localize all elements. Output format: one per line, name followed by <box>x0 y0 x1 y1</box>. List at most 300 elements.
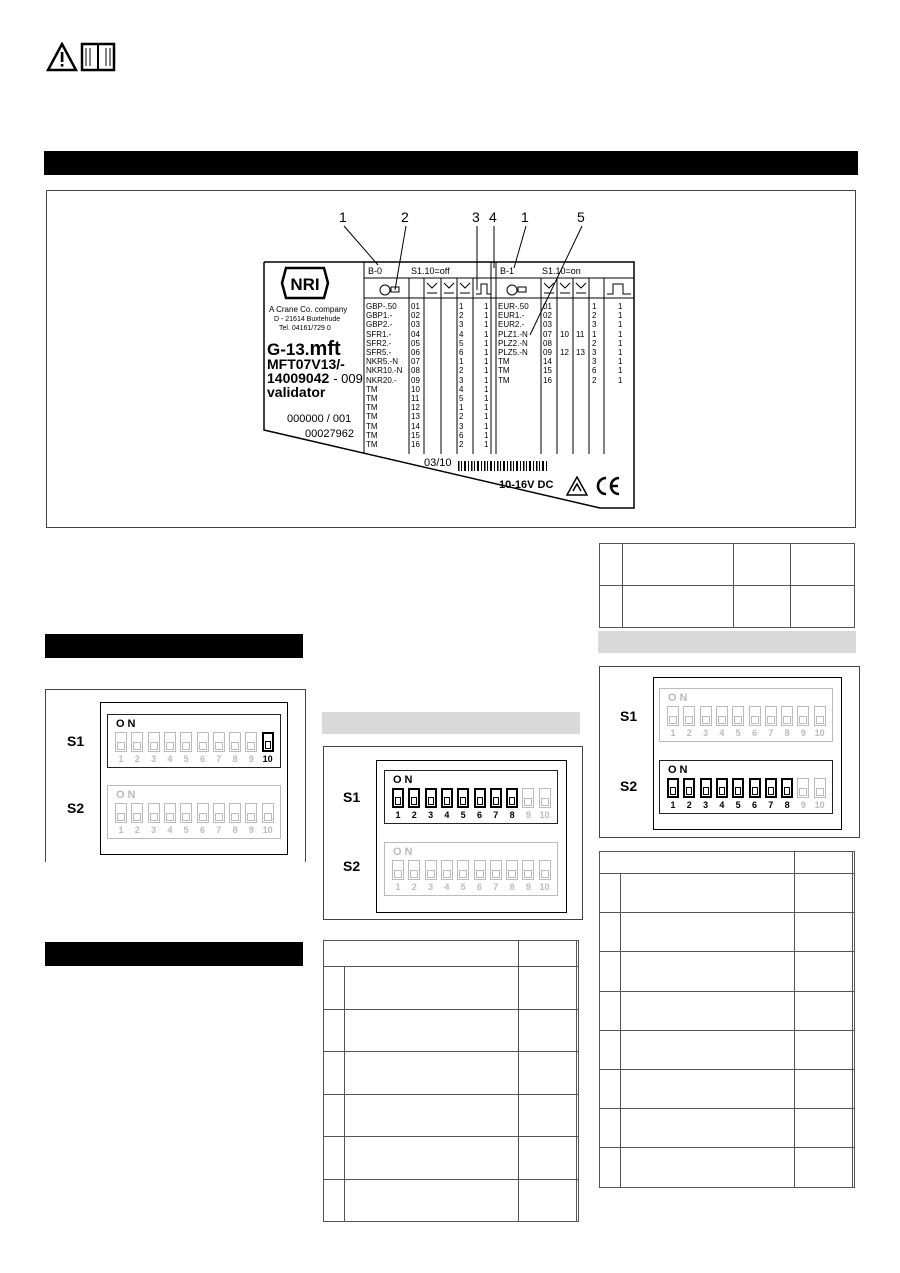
dip-switch-number: 1 <box>395 810 401 820</box>
dip-switch-1[interactable] <box>667 706 679 726</box>
label-cell: 3 <box>592 357 597 367</box>
dip-switch-number: 9 <box>525 882 531 892</box>
block0-switch: S1.10=off <box>411 266 450 276</box>
dip-switch-6[interactable] <box>749 778 761 798</box>
dip-switch-number: 7 <box>768 728 774 738</box>
dip-switch-number: 6 <box>199 754 205 764</box>
model-suffix: - 009 <box>333 371 363 386</box>
block1-code-column <box>543 302 555 385</box>
label-cell: TM <box>366 384 378 394</box>
dip-switch-7[interactable] <box>213 803 225 823</box>
dip-switch-number: 1 <box>395 882 401 892</box>
dip-switch-number: 2 <box>686 728 692 738</box>
label-cell <box>576 376 588 385</box>
dip-switch-number: 8 <box>232 825 238 835</box>
dip-switch-number: 6 <box>476 882 482 892</box>
label-cell: TM <box>366 403 378 413</box>
label-cell: SFR1.- <box>366 329 392 339</box>
label-cell: 1 <box>484 375 489 385</box>
dip-switch-7[interactable] <box>765 778 777 798</box>
on-marker: ON <box>393 846 416 858</box>
dip-switch-number: 1 <box>118 754 124 764</box>
callout-1: 1 <box>339 209 347 225</box>
label-cell: 1 <box>484 384 489 394</box>
label-cell: 1 <box>459 302 464 311</box>
dip-switch-5[interactable] <box>180 732 192 752</box>
label-cell: 1 <box>618 320 623 330</box>
label-cell: 01 <box>411 302 420 311</box>
dip-switch-3[interactable] <box>148 732 160 752</box>
dip-switch-10[interactable] <box>539 860 551 880</box>
label-date: 03/10 <box>424 457 452 469</box>
dip-switch-8[interactable] <box>781 778 793 798</box>
dip-switch-number: 8 <box>509 882 515 892</box>
dip-switch-1[interactable] <box>392 860 404 880</box>
logo-text: NRI <box>290 275 320 294</box>
dip-switch-number: 5 <box>183 754 189 764</box>
dip-switch-8[interactable] <box>506 860 518 880</box>
dip-switch-9[interactable] <box>522 860 534 880</box>
dip-switch-10[interactable] <box>262 732 274 752</box>
block1-line-column <box>618 302 626 385</box>
label-cell <box>560 376 572 385</box>
dip-switch-number: 3 <box>428 882 434 892</box>
label-cell: 1 <box>618 302 623 311</box>
dip-switch-8[interactable] <box>229 803 241 823</box>
label-model-line4: validator <box>267 384 326 400</box>
label-cell: 01 <box>543 302 552 311</box>
dip-switch-number: 2 <box>411 810 417 820</box>
dip-switch-4[interactable] <box>164 803 176 823</box>
dip-switch-number: 2 <box>686 800 692 810</box>
label-cell <box>560 366 572 375</box>
dip-switch-number: 6 <box>751 728 757 738</box>
label-cell: GBP1.- <box>366 311 393 321</box>
label-cell <box>576 320 588 329</box>
dip-switch-number: 5 <box>735 800 741 810</box>
block1-c3-column <box>576 302 588 385</box>
label-cell: 03 <box>543 320 552 330</box>
dip-switch-number: 1 <box>670 800 676 810</box>
callout-2: 2 <box>401 209 409 225</box>
label-cell: EUR1.- <box>498 311 525 321</box>
dip-switch-number: 8 <box>784 800 790 810</box>
dip-switch-9[interactable] <box>522 788 534 808</box>
panel-a-dip-s1 <box>107 714 281 768</box>
dip-switch-4[interactable] <box>441 788 453 808</box>
label-cell <box>576 339 588 348</box>
label-cell: 02 <box>411 311 420 321</box>
dip-switch-2[interactable] <box>683 706 695 726</box>
dip-switch-6[interactable] <box>197 732 209 752</box>
dip-switch-10[interactable] <box>539 788 551 808</box>
label-cell: 08 <box>543 338 552 348</box>
dip-switch-number: 10 <box>262 754 273 764</box>
dip-switch-6[interactable] <box>474 788 486 808</box>
label-cell: 3 <box>459 375 464 385</box>
dip-switch-number: 2 <box>411 882 417 892</box>
panel-b-dip-s2 <box>384 842 558 896</box>
dip-switch-2[interactable] <box>131 732 143 752</box>
panel-b-dip-s1 <box>384 770 558 824</box>
dip-switch-number: 10 <box>262 825 273 835</box>
panel-c-dip-s2 <box>659 760 833 814</box>
label-cell: 1 <box>618 348 623 358</box>
label-cell: 07 <box>543 329 552 339</box>
dip-switch-number: 6 <box>476 810 482 820</box>
dip-switch-7[interactable] <box>490 860 502 880</box>
label-cell: 1 <box>484 329 489 339</box>
dip-switch-2[interactable] <box>131 803 143 823</box>
callout-5: 5 <box>577 209 585 225</box>
nri-logo <box>280 266 330 300</box>
table-header-row <box>324 941 579 967</box>
block1-c2-column <box>560 302 572 385</box>
dip-switch-1[interactable] <box>667 778 679 798</box>
label-cell <box>560 302 572 311</box>
label-cell: 03 <box>411 320 420 330</box>
panel-a-s1-label: S1 <box>67 733 85 749</box>
label-cell: 09 <box>543 348 552 358</box>
dip-switch-5[interactable] <box>457 860 469 880</box>
dip-switch-2[interactable] <box>408 788 420 808</box>
label-cell: 6 <box>592 366 597 376</box>
model-prefix: G-13. <box>267 340 310 359</box>
dip-switch-number: 3 <box>703 800 709 810</box>
label-cell: 1 <box>592 329 597 339</box>
dip-switch-number: 4 <box>167 754 173 764</box>
dip-switch-4[interactable] <box>716 778 728 798</box>
dip-switch-10[interactable] <box>814 778 826 798</box>
dip-switch-number: 4 <box>444 882 450 892</box>
dip-switch-7[interactable] <box>765 706 777 726</box>
label-cell: 2 <box>459 311 464 321</box>
block1-coin-column <box>498 302 541 385</box>
label-cell: 1 <box>484 357 489 367</box>
dip-switch-number: 7 <box>216 754 222 764</box>
dip-switch-6[interactable] <box>197 803 209 823</box>
label-cell: 1 <box>484 394 489 404</box>
model-mft: mft <box>309 338 341 360</box>
label-cell: 13 <box>576 348 585 358</box>
dip-switch-1[interactable] <box>115 732 127 752</box>
label-cell: 1 <box>592 302 597 311</box>
label-cell: 1 <box>484 302 489 311</box>
label-cell: 1 <box>484 311 489 321</box>
dip-switch-number: 1 <box>118 825 124 835</box>
label-cell: 1 <box>459 403 464 413</box>
label-cell: 15 <box>411 430 420 440</box>
label-cell: 13 <box>411 412 420 422</box>
dip-switch-number: 3 <box>151 754 157 764</box>
dip-switch-1[interactable] <box>392 788 404 808</box>
label-cell: EUR2.- <box>498 320 525 330</box>
label-cell: 2 <box>592 375 597 385</box>
table-row <box>324 1009 579 1052</box>
dip-switch-number: 3 <box>151 825 157 835</box>
table-row <box>600 874 855 913</box>
panel-a-dip-s2 <box>107 785 281 839</box>
label-cell: NKR5.-N <box>366 357 399 367</box>
label-cell: 3 <box>592 348 597 358</box>
dip-switch-2[interactable] <box>408 860 420 880</box>
label-cell <box>576 357 588 366</box>
dip-switch-9[interactable] <box>245 803 257 823</box>
table-row <box>600 1030 855 1069</box>
dip-switch-10[interactable] <box>814 706 826 726</box>
dip-switch-3[interactable] <box>148 803 160 823</box>
dip-switch-number: 4 <box>719 728 725 738</box>
callout-4: 4 <box>489 209 497 225</box>
block0-line-column <box>484 302 490 449</box>
dip-switch-number: 5 <box>460 810 466 820</box>
label-cell: 1 <box>459 357 464 367</box>
on-marker: ON <box>116 718 139 730</box>
dip-switch-5[interactable] <box>180 803 192 823</box>
label-cell: 05 <box>411 338 420 348</box>
dip-switch-3[interactable] <box>425 860 437 880</box>
label-cell: 02 <box>543 311 552 321</box>
dip-switch-number: 7 <box>493 810 499 820</box>
block0-coin-column <box>366 302 410 449</box>
label-cell: 04 <box>411 329 420 339</box>
panel-b-s1-label: S1 <box>343 789 361 805</box>
table-row <box>324 1052 579 1095</box>
label-cell: 09 <box>411 375 420 385</box>
block0-header: B-0 <box>368 266 383 276</box>
dip-switch-6[interactable] <box>749 706 761 726</box>
dip-switch-3[interactable] <box>700 778 712 798</box>
label-cell: 1 <box>484 403 489 413</box>
table-row <box>324 1094 579 1137</box>
dip-switch-number: 10 <box>539 810 550 820</box>
on-marker: ON <box>668 764 691 776</box>
block0-sort-column <box>459 302 471 449</box>
dip-switch-number: 6 <box>751 800 757 810</box>
dip-switch-number: 6 <box>199 825 205 835</box>
label-cell: TM <box>498 357 510 367</box>
dip-switch-4[interactable] <box>716 706 728 726</box>
dip-switch-10[interactable] <box>262 803 274 823</box>
label-cell: 1 <box>484 320 489 330</box>
dip-switch-number: 9 <box>248 825 254 835</box>
dip-switch-number: 10 <box>814 800 825 810</box>
label-cell: 14 <box>411 421 420 431</box>
dip-switch-number: 4 <box>444 810 450 820</box>
label-cell: 08 <box>411 366 420 376</box>
label-cell <box>560 320 572 329</box>
label-cell: 1 <box>618 338 623 348</box>
label-cell: TM <box>366 440 378 450</box>
table-row <box>600 952 855 991</box>
panel-b-s2-label: S2 <box>343 858 361 874</box>
label-cell: 6 <box>459 430 464 440</box>
dip-switch-number: 2 <box>134 754 140 764</box>
dip-switch-number: 9 <box>800 800 806 810</box>
label-cell: SFR5.- <box>366 348 392 358</box>
label-cell: PLZ1.-N <box>498 329 528 339</box>
dip-switch-number: 5 <box>735 728 741 738</box>
block1-header: B-1 <box>500 266 515 276</box>
dip-switch-5[interactable] <box>732 706 744 726</box>
dip-switch-6[interactable] <box>474 860 486 880</box>
table-header-row <box>600 852 855 874</box>
right-heading-bar <box>598 631 856 653</box>
on-marker: ON <box>668 692 691 704</box>
label-cell: TM <box>498 366 510 376</box>
table-row <box>324 967 579 1010</box>
label-drawing <box>0 0 900 560</box>
label-serial-1: 000000 / 001 <box>287 413 352 425</box>
label-cell: 4 <box>459 384 464 394</box>
label-cell: 1 <box>618 375 623 385</box>
ce-mark-icon <box>594 475 622 497</box>
dip-switch-7[interactable] <box>213 732 225 752</box>
label-cell: NKR20.- <box>366 375 397 385</box>
left-heading-bar-1 <box>45 634 303 658</box>
dip-switch-8[interactable] <box>506 788 518 808</box>
dip-switch-number: 8 <box>232 754 238 764</box>
block1-sort-column <box>592 302 602 385</box>
label-cell: TM <box>498 375 510 385</box>
label-cell <box>576 302 588 311</box>
esd-icon <box>566 476 588 496</box>
dip-switch-number: 7 <box>768 800 774 810</box>
label-cell: 12 <box>560 348 569 358</box>
table-row <box>600 991 855 1030</box>
block1-switch: S1.10=on <box>542 266 581 276</box>
label-cell: GBP2.- <box>366 320 393 330</box>
dip-switch-9[interactable] <box>797 706 809 726</box>
dip-switch-number: 4 <box>719 800 725 810</box>
dip-switch-number: 9 <box>525 810 531 820</box>
label-cell: 2 <box>459 440 464 450</box>
dip-switch-number: 7 <box>493 882 499 892</box>
on-marker: ON <box>116 789 139 801</box>
table-middle <box>323 940 579 1222</box>
callout-3: 3 <box>472 209 480 225</box>
label-cell: 11 <box>411 394 420 404</box>
table-top-right <box>599 543 855 628</box>
label-address: D - 21614 Buxtehude <box>274 316 341 323</box>
label-cell <box>560 357 572 366</box>
table-row <box>324 1137 579 1180</box>
dip-switch-number: 10 <box>539 882 550 892</box>
label-cell: 5 <box>459 338 464 348</box>
panel-c-dip-s1 <box>659 688 833 742</box>
dip-switch-1[interactable] <box>115 803 127 823</box>
panel-a-s2-label: S2 <box>67 800 85 816</box>
label-company: A Crane Co. company <box>269 305 348 314</box>
label-cell: 3 <box>592 320 597 330</box>
dip-switch-number: 9 <box>800 728 806 738</box>
panel-c-s2-label: S2 <box>620 778 638 794</box>
label-serial-2: 00027962 <box>305 428 354 440</box>
label-voltage: 10-16V DC <box>499 479 554 491</box>
label-model-line2: MFT07V13/- <box>267 356 345 372</box>
model-number: 14009042 <box>267 370 330 386</box>
label-cell: 16 <box>411 440 420 450</box>
label-cell: 1 <box>618 366 623 376</box>
dip-switch-9[interactable] <box>245 732 257 752</box>
label-cell: 07 <box>411 357 420 367</box>
dip-switch-number: 2 <box>134 825 140 835</box>
dip-switch-number: 8 <box>784 728 790 738</box>
table-row <box>324 1179 579 1222</box>
label-cell: 10 <box>411 384 420 394</box>
label-cell: 2 <box>592 311 597 321</box>
dip-switch-5[interactable] <box>457 788 469 808</box>
label-cell: 12 <box>411 403 420 413</box>
table-row <box>600 1109 855 1148</box>
label-cell: 14 <box>543 357 552 367</box>
label-cell: 1 <box>618 329 623 339</box>
block0-code-column <box>411 302 423 449</box>
label-cell: EUR-.50 <box>498 302 529 311</box>
callout-1b: 1 <box>521 209 529 225</box>
dip-switch-number: 1 <box>670 728 676 738</box>
label-cell: 4 <box>459 329 464 339</box>
label-cell: 2 <box>592 338 597 348</box>
label-cell <box>560 339 572 348</box>
label-cell: 1 <box>484 440 489 450</box>
label-cell: 1 <box>484 348 489 358</box>
label-cell: 1 <box>484 338 489 348</box>
dip-switch-4[interactable] <box>164 732 176 752</box>
dip-switch-3[interactable] <box>700 706 712 726</box>
label-cell: 1 <box>484 430 489 440</box>
dip-switch-8[interactable] <box>229 732 241 752</box>
label-cell: 15 <box>543 366 552 376</box>
label-cell: 5 <box>459 394 464 404</box>
dip-switch-number: 5 <box>460 882 466 892</box>
dip-switch-9[interactable] <box>797 778 809 798</box>
label-cell: 3 <box>459 320 464 330</box>
label-cell: 1 <box>618 357 623 367</box>
label-cell: 10 <box>560 329 569 339</box>
label-cell: 11 <box>576 329 585 339</box>
dip-switch-7[interactable] <box>490 788 502 808</box>
label-cell: 1 <box>618 311 623 321</box>
label-cell: TM <box>366 421 378 431</box>
label-cell: 3 <box>459 421 464 431</box>
dip-switch-number: 10 <box>814 728 825 738</box>
dip-switch-4[interactable] <box>441 860 453 880</box>
dip-switch-2[interactable] <box>683 778 695 798</box>
table-right <box>599 851 855 1188</box>
dip-switch-5[interactable] <box>732 778 744 798</box>
dip-switch-number: 5 <box>183 825 189 835</box>
dip-switch-number: 3 <box>428 810 434 820</box>
table-row <box>600 1148 855 1187</box>
label-cell: TM <box>366 412 378 422</box>
middle-heading-bar <box>322 712 580 734</box>
dip-switch-8[interactable] <box>781 706 793 726</box>
label-cell <box>560 311 572 320</box>
dip-switch-number: 4 <box>167 825 173 835</box>
label-cell: 06 <box>411 348 420 358</box>
dip-switch-number: 8 <box>509 810 515 820</box>
label-cell: TM <box>366 394 378 404</box>
dip-switch-number: 3 <box>703 728 709 738</box>
label-cell: 1 <box>484 366 489 376</box>
dip-switch-number: 7 <box>216 825 222 835</box>
dip-switch-3[interactable] <box>425 788 437 808</box>
label-cell <box>576 366 588 375</box>
label-cell: PLZ5.-N <box>498 348 528 358</box>
label-cell: PLZ2.-N <box>498 338 528 348</box>
label-phone: Tel. 04161/729 0 <box>279 325 331 332</box>
